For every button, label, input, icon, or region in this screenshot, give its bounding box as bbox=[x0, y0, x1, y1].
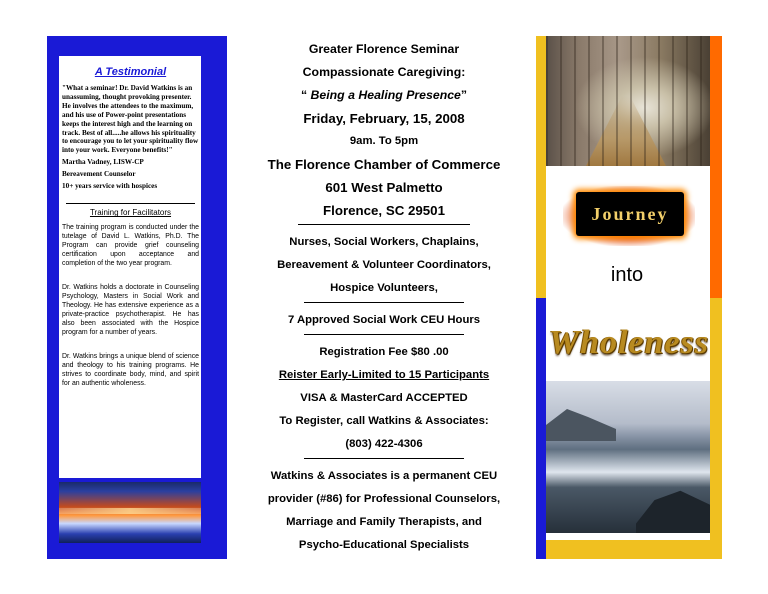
seminar-time: 9am. To 5pm bbox=[349, 135, 419, 147]
training-paragraph: The training program is conducted under the tutelage of David L. Watkins, Ph.D. The Program can provide grief counseling certification upon acceptance and completion of the two year program. bbox=[62, 224, 199, 268]
audience-line-3: Hospice Volunteers, bbox=[330, 282, 438, 294]
quote-close: ” bbox=[460, 88, 468, 102]
seminar-date: Friday, February, 15, 2008 bbox=[303, 111, 465, 126]
into-word: into bbox=[610, 264, 644, 286]
audience-line-2: Bereavement & Volunteer Coordinators, bbox=[277, 259, 491, 271]
testimonial-author: Martha Vadney, LISW-CP bbox=[62, 158, 144, 167]
seascape-photo bbox=[546, 381, 710, 533]
seminar-name: Greater Florence Seminar bbox=[308, 42, 460, 56]
testimonial-quote: "What a seminar! Dr. David Watkins is an unassuming, thought provoking presenter. He involves the attendees to the maximum, and his use of Power-point presentations keeps the interest high and the learning on track. Best of all.....he allows his spirituality to encourage you to let your spirituality flow into your work. Everyone benefits!" bbox=[62, 84, 199, 155]
provider-line-3: Marriage and Family Therapists, and bbox=[286, 516, 482, 528]
phone-number: (803) 422-4306 bbox=[345, 438, 423, 450]
testimonial-title: A Testimonial bbox=[94, 66, 167, 78]
provider-line-4: Psycho-Educational Specialists bbox=[298, 539, 470, 551]
ceu-hours: 7 Approved Social Work CEU Hours bbox=[287, 314, 481, 326]
divider bbox=[304, 302, 464, 303]
divider bbox=[304, 458, 464, 459]
registration-fee: Registration Fee $80 .00 bbox=[319, 346, 449, 358]
middle-panel bbox=[250, 38, 518, 557]
testimonial-author-role: Bereavement Counselor bbox=[62, 170, 136, 179]
training-heading: Training for Facilitators bbox=[89, 208, 172, 218]
wholeness-title: Wholeness bbox=[548, 324, 710, 361]
seminar-subtitle bbox=[250, 84, 518, 107]
venue-street: 601 West Palmetto bbox=[325, 180, 443, 195]
seminar-title: Compassionate Caregiving: bbox=[302, 65, 466, 79]
testimonial-author-experience: 10+ years service with hospices bbox=[62, 182, 158, 191]
left-panel bbox=[59, 56, 201, 478]
register-call: To Register, call Watkins & Associates: bbox=[279, 415, 489, 427]
register-early: Reister Early-Limited to 15 Participants bbox=[278, 369, 490, 381]
audience-line-1: Nurses, Social Workers, Chaplains, bbox=[289, 236, 479, 248]
divider bbox=[304, 334, 464, 335]
journey-title-plaque: Journey bbox=[576, 192, 684, 236]
divider bbox=[66, 203, 195, 204]
divider bbox=[298, 224, 470, 225]
venue-name: The Florence Chamber of Commerce bbox=[267, 157, 501, 172]
sunset-water-photo bbox=[59, 482, 201, 543]
payment-cards: VISA & MasterCard ACCEPTED bbox=[300, 392, 468, 404]
venue-city: Florence, SC 29501 bbox=[323, 203, 445, 218]
provider-line-1: Watkins & Associates is a permanent CEU bbox=[270, 470, 498, 482]
subtitle-text: Being a Healing Presence bbox=[310, 88, 461, 102]
credentials-paragraph: Dr. Watkins holds a doctorate in Counseling Psychology, Masters in Social Work and Theology. He has extensive experience as a private-practice psychotherapist. He has also been associated with the Hospice program for a number of years. bbox=[62, 284, 199, 337]
provider-line-2: provider (#86) for Professional Counselors, bbox=[267, 493, 501, 505]
forest-path-photo bbox=[546, 36, 710, 166]
approach-paragraph: Dr. Watkins brings a unique blend of science and theology to his training programs. He strives to coordinate body, mind, and spirit for an authentic wholeness. bbox=[62, 353, 199, 388]
quote-open: “ bbox=[300, 88, 311, 102]
